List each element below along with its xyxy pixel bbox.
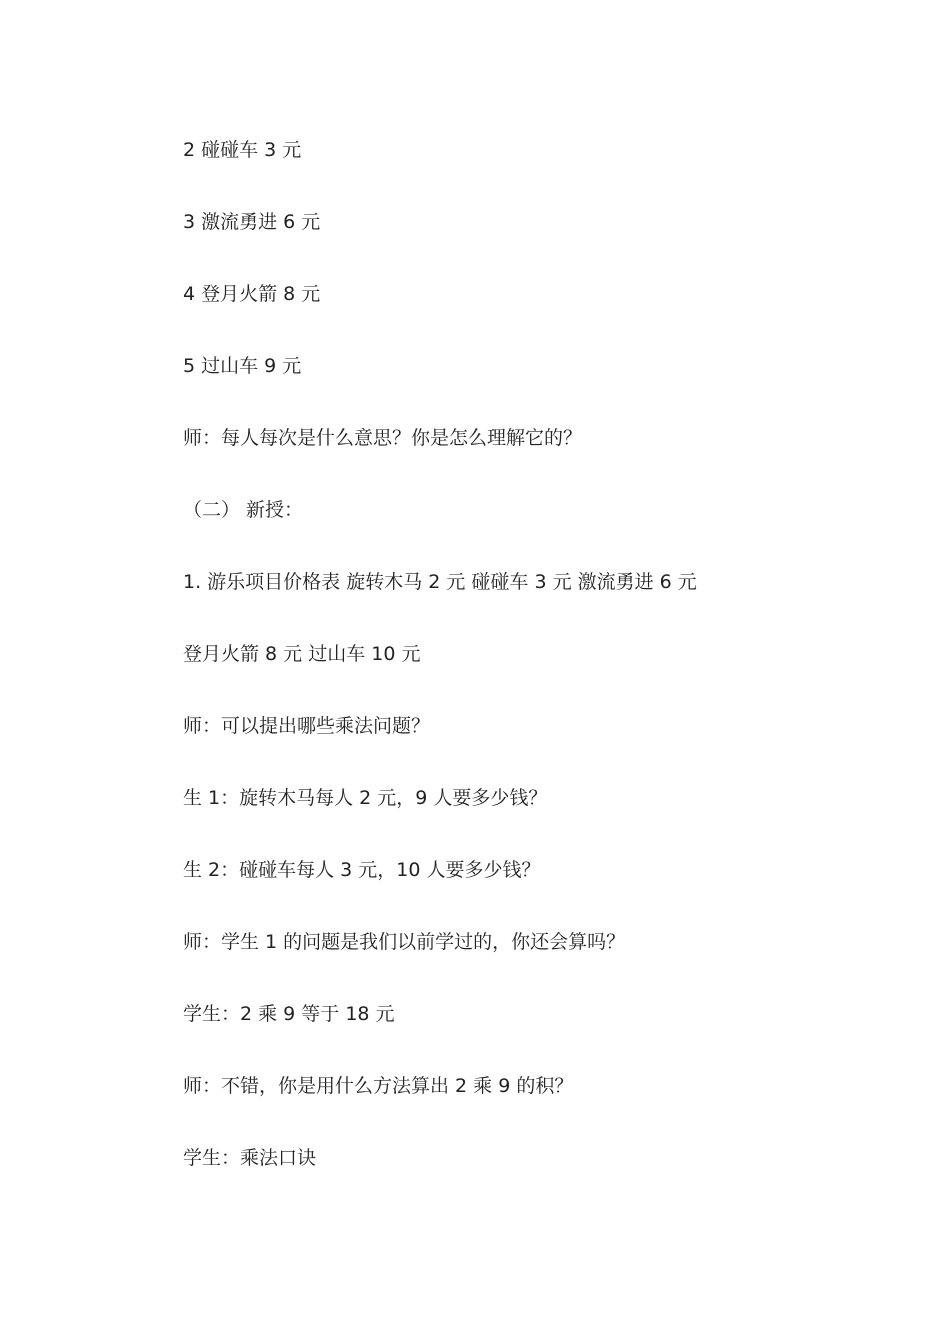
teacher-question-per-person: 师：每人每次是什么意思？你是怎么理解它的？ <box>183 427 583 449</box>
student-answer-product: 学生：2 乘 9 等于 18 元 <box>183 1003 395 1025</box>
student-1-question: 生 1：旋转木马每人 2 元，9 人要多少钱？ <box>183 787 548 809</box>
price-item-roller-coaster: 5 过山车 9 元 <box>183 355 302 377</box>
price-item-moon-rocket: 4 登月火箭 8 元 <box>183 283 321 305</box>
student-answer-method: 学生：乘法口诀 <box>183 1147 317 1169</box>
price-table-line-1: 1. 游乐项目价格表 旋转木马 2 元 碰碰车 3 元 激流勇进 6 元 <box>183 571 697 593</box>
price-item-bumper-cars: 2 碰碰车 3 元 <box>183 139 302 161</box>
student-2-question: 生 2：碰碰车每人 3 元，10 人要多少钱？ <box>183 859 541 881</box>
document-body <box>183 132 883 1212</box>
teacher-question-method: 师：不错，你是用什么方法算出 2 乘 9 的积？ <box>183 1075 574 1097</box>
section-heading-new-lesson: （二） 新授： <box>183 499 304 521</box>
price-item-rapids: 3 激流勇进 6 元 <box>183 211 321 233</box>
price-table-line-2: 登月火箭 8 元 过山车 10 元 <box>183 643 421 665</box>
teacher-question-multiplication: 师：可以提出哪些乘法问题？ <box>183 715 431 737</box>
teacher-question-review: 师：学生 1 的问题是我们以前学过的，你还会算吗？ <box>183 931 626 953</box>
